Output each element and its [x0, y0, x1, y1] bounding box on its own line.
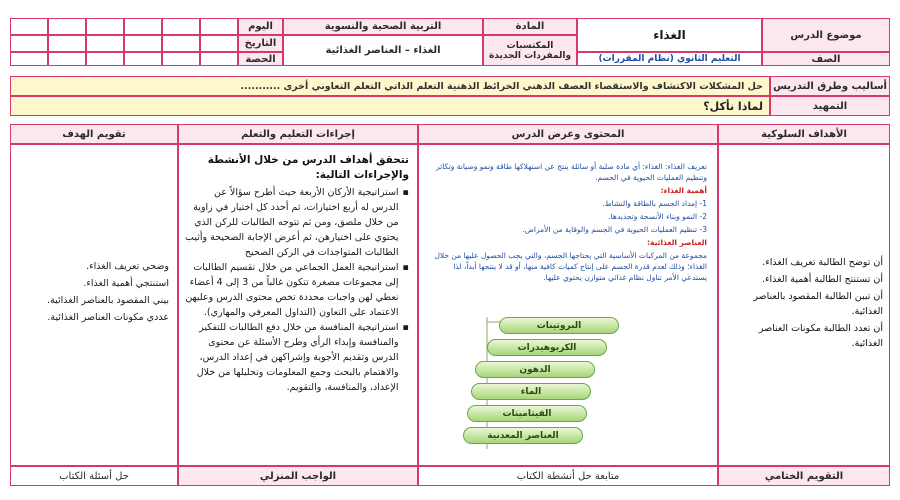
- period-label: الحصة: [238, 52, 283, 66]
- grid-cell: [48, 52, 86, 66]
- grid-cell: [86, 18, 124, 35]
- methods-label: أساليب وطرق التدريس: [770, 76, 890, 96]
- objective-item: أن توضح الطالبة تعريف الغذاء.: [762, 257, 883, 268]
- methods-value: حل المشكلات الاكتشاف والاستقصاء العصف الذهني الخرائط الذهنية التعلم الذاتي التعلم التعاوني أخرى ...........: [10, 76, 770, 96]
- nutrient-vitamins: الفيتامينات: [467, 405, 587, 422]
- objectives-cell: [718, 144, 890, 466]
- evaluation-item: عددي مكونات العناصر الغذائية.: [47, 312, 169, 323]
- nutrients-title: العناصر الغذائية:: [647, 238, 707, 247]
- procedure-item: ▪ استراتيجية الأركان الأربعة حيث أطرح سؤالاً عن الدرس له أربع اختيارات، ثم أحدد كل اختيار في زاوية من خلال ملصق، ومن ثم تتوجه الطالبات للركن الذي يحتوي على اختيارهن، ثم أعرض الإجابة الصحيحة وأثيب الطالبات المتواجدات في الركن الصحيح: [185, 187, 409, 258]
- objective-item: أن تستنتج الطالبة أهمية الغذاء.: [762, 274, 883, 285]
- content-cell: [418, 144, 718, 466]
- concepts-value: الغذاء – العناصر الغذائية: [283, 35, 483, 66]
- objectives-header: الأهداف السلوكية: [718, 124, 890, 144]
- date-label: التاريخ: [238, 35, 283, 52]
- homework-label: الواجب المنزلي: [178, 466, 418, 486]
- intro-value: لماذا نأكل؟: [10, 96, 770, 116]
- class-value: التعليم الثانوي (نظام المقررات): [577, 52, 762, 66]
- final-eval-label: التقويم الختامي: [718, 466, 890, 486]
- grid-cell: [10, 18, 48, 35]
- importance-title: أهمية الغذاء:: [660, 186, 707, 195]
- day-label: اليوم: [238, 18, 283, 35]
- grid-cell: [86, 52, 124, 66]
- subject-label: موضوع الدرس: [762, 18, 890, 52]
- content-header: المحتوى وعرض الدرس: [418, 124, 718, 144]
- grid-cell: [162, 18, 200, 35]
- importance-item: 3- تنظيم العمليات الحيوية في الجسم والوقاية من الأمراض.: [522, 225, 707, 234]
- grid-cell: [200, 35, 238, 52]
- objective-item: أن تبين الطالبة المقصود بالعناصر الغذائية.: [753, 291, 883, 317]
- grid-cell: [86, 35, 124, 52]
- grid-cell: [200, 18, 238, 35]
- subject-value: الغذاء: [577, 18, 762, 52]
- grid-cell: [162, 52, 200, 66]
- procedures-cell: [178, 144, 418, 466]
- grid-cell: [200, 52, 238, 66]
- grid-cell: [124, 52, 162, 66]
- procedure-text: استراتيجية العمل الجماعي من خلال تقسيم الطالبات إلى مجموعات مصغرة تتكون غالباً من 3 إلى 4 أعضاء نعطي لهن واجبات محددة تخص محتوى الدرس وعليهن الاعتماد على التعاون (التداول المعرفي والمهاري).: [185, 262, 399, 318]
- evaluation-item: وضحي تعريف الغذاء.: [86, 261, 169, 272]
- grid-cell: [124, 35, 162, 52]
- concepts-label: المكتسبات والمفردات الجديدة: [483, 35, 577, 66]
- nutrient-fats: الدهون: [475, 361, 595, 378]
- nutrients-text: مجموعة من المركبات الأساسية التي يحتاجها الجسم، والتي يجب الحصول عليها من خلال الغذاء؛ وذلك لعدم قدرة الجسم على إنتاج كميات كافية منها، أو قد لا ينتجها أبداً، لذا يستدعي الأمر تناول نظام غذائي متوازن يحتوي عليها.: [434, 251, 707, 282]
- procedure-item: ▪ استراتيجية العمل الجماعي من خلال تقسيم الطالبات إلى مجموعات مصغرة تتكون غالباً من 3 إلى 4 أعضاء نعطي لهن واجبات محددة تخص محتوى الدرس وعليهن الاعتماد على التعاون (التداول المعرفي والمهاري).: [185, 262, 409, 318]
- objective-item: أن تعدد الطالبة مكونات العناصر الغذائية.: [758, 323, 883, 349]
- procedures-header: إجراءات التعليم والتعلم: [178, 124, 418, 144]
- procedure-text: استراتيجية الأركان الأربعة حيث أطرح سؤالاً عن الدرس له أربع اختيارات، ثم أحدد كل اختيار في زاوية من خلال ملصق، ومن ثم تتوجه الطالبات للركن الذي يحتوي على اختيارهن، ثم أعرض الإجابة الصحيحة وأثيب الطالبات المتواجدات في الركن الصحيح: [185, 187, 399, 258]
- class-label: الصف: [762, 52, 890, 66]
- grid-cell: [48, 18, 86, 35]
- grid-cell: [48, 35, 86, 52]
- nutrient-proteins: البروتينات: [499, 317, 619, 334]
- homework-value: حل أسئلة الكتاب: [10, 466, 178, 486]
- nutrient-minerals: العناصر المعدنية: [463, 427, 583, 444]
- grid-cell: [10, 35, 48, 52]
- final-eval-value: متابعة حل أنشطة الكتاب: [418, 466, 718, 486]
- material-label: المادة: [483, 18, 577, 35]
- evaluation-item: بيني المقصود بالعناصر الغذائية.: [46, 295, 169, 306]
- procedures-intro: تتحقق أهداف الدرس من خلال الأنشطة والإجراءات التالية:: [207, 154, 409, 181]
- procedure-text: استراتيجية المنافسة من خلال دفع الطالبات للتفكير والمنافسة وإبداء الرأي وطرح الأسئلة عن محتوى الدرس وتقديم الأجوبة وإشراكهن في إعداد الدرس، والاهتمام بالبحث وجمع المعلومات وتحليلها من خلال الإعداد، والمنافسة، والتقويم.: [196, 322, 399, 393]
- grid-cell: [10, 52, 48, 66]
- grid-cell: [124, 18, 162, 35]
- unit-label: التربية الصحية والنسوية: [283, 18, 483, 35]
- nutrient-carbohydrates: الكربوهيدرات: [487, 339, 607, 356]
- nutrient-water: الماء: [471, 383, 591, 400]
- importance-item: 2- النمو وبناء الأنسجة وتجديدها.: [608, 212, 707, 221]
- evaluation-header: تقويم الهدف: [10, 124, 178, 144]
- procedure-item: ▪ استراتيجية المنافسة من خلال دفع الطالبات للتفكير والمنافسة وإبداء الرأي وطرح الأسئلة عن محتوى الدرس وتقديم الأجوبة وإشراكهن في إعداد الدرس، والاهتمام بالبحث وجمع المعلومات وتحليلها من خلال الإعداد، والمنافسة، والتقويم.: [185, 320, 409, 395]
- definition-text: تعريف الغذاء: الغذاء: أي مادة صلبة أو سائلة ينتج عن استهلاكها طاقة ونمو وصيانة وتكاثر وتنظيم العمليات الحيوية في الجسم.: [435, 162, 707, 182]
- evaluation-item: استنتجي أهمية الغذاء.: [83, 278, 169, 289]
- intro-label: التمهيد: [770, 96, 890, 116]
- grid-cell: [162, 35, 200, 52]
- evaluation-cell: [10, 144, 178, 466]
- importance-item: 1- إمداد الجسم بالطاقة والنشاط.: [602, 199, 707, 208]
